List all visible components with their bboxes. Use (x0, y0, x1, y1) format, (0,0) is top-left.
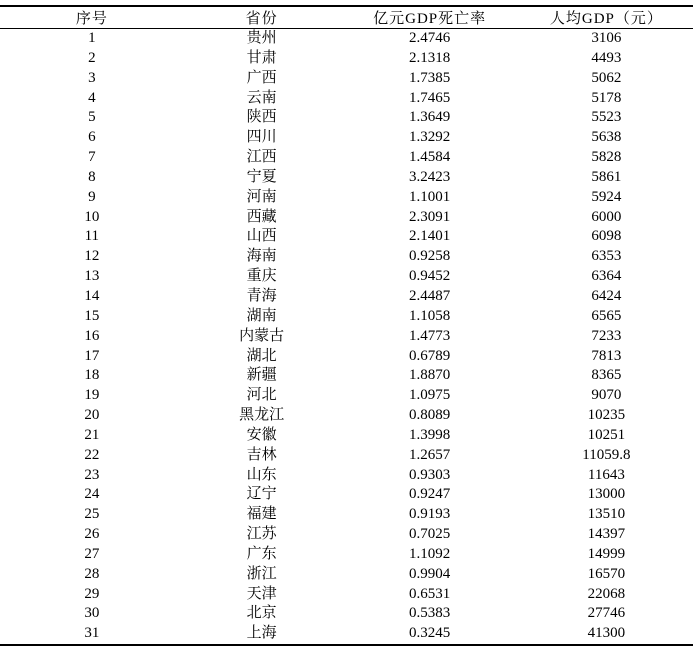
table-cell-per_capita_gdp: 41300 (587, 625, 626, 642)
table-cell-index: 12 (84, 248, 100, 265)
table-cell-per_capita_gdp: 7233 (591, 327, 622, 344)
table-cell-per_capita_gdp: 16570 (587, 565, 626, 582)
table-cell-index: 29 (84, 585, 100, 602)
table-row (0, 208, 693, 228)
table-row (0, 227, 693, 247)
table-row (0, 624, 693, 645)
table-cell-index: 21 (84, 426, 100, 443)
table-cell-per_capita_gdp: 8365 (591, 367, 622, 384)
table-cell-gdp_death_rate: 2.4746 (409, 30, 451, 46)
table-cell-province: 上海 (246, 625, 277, 642)
table-row (0, 287, 693, 307)
table-cell-per_capita_gdp: 4493 (591, 49, 622, 66)
table-cell-per_capita_gdp: 10235 (587, 407, 626, 424)
table-row (0, 148, 693, 168)
table-cell-per_capita_gdp: 3106 (591, 30, 622, 46)
table-cell-index: 15 (84, 307, 100, 324)
table-body (0, 29, 693, 646)
table-cell-index: 22 (84, 446, 100, 463)
table-cell-gdp_death_rate: 1.8870 (409, 367, 451, 384)
table-cell-gdp_death_rate: 0.8089 (409, 407, 451, 424)
table-cell-index: 9 (88, 188, 96, 205)
table-cell-gdp_death_rate: 2.4487 (409, 287, 451, 304)
table-cell-gdp_death_rate: 0.5383 (409, 605, 451, 622)
table-cell-per_capita_gdp: 5828 (591, 149, 622, 166)
table-cell-gdp_death_rate: 0.9452 (409, 268, 451, 285)
table-cell-gdp_death_rate: 1.3998 (409, 426, 451, 443)
table-cell-per_capita_gdp: 11643 (587, 466, 625, 483)
table-cell-per_capita_gdp: 5062 (591, 69, 622, 86)
table-cell-gdp_death_rate: 1.2657 (409, 446, 451, 463)
table-cell-province: 贵州 (246, 30, 277, 46)
table-cell-index: 18 (84, 367, 100, 384)
table-row (0, 585, 693, 605)
table-cell-province: 山东 (246, 466, 277, 483)
table-cell-gdp_death_rate: 1.4584 (409, 149, 451, 166)
table-cell-province: 天津 (246, 585, 277, 602)
table-cell-province: 重庆 (246, 268, 277, 285)
table-cell-per_capita_gdp: 6000 (591, 208, 622, 225)
table-row (0, 267, 693, 287)
table-cell-index: 27 (84, 545, 100, 562)
column-header-gdp-death-rate: 亿元GDP死亡率 (340, 6, 520, 29)
table-cell-gdp_death_rate: 2.1318 (409, 49, 451, 66)
table-cell-index: 24 (84, 486, 100, 503)
table-cell-per_capita_gdp: 27746 (587, 605, 626, 622)
table-row (0, 108, 693, 128)
table-cell-per_capita_gdp: 6565 (591, 307, 622, 324)
table-cell-per_capita_gdp: 10251 (587, 426, 626, 443)
table-cell-index: 5 (88, 109, 96, 126)
table-cell-index: 16 (84, 327, 100, 344)
table-header (0, 6, 693, 29)
table-cell-per_capita_gdp: 5523 (591, 109, 622, 126)
table-cell-index: 26 (84, 526, 100, 543)
table-cell-gdp_death_rate: 0.3245 (409, 625, 451, 642)
table-cell-index: 7 (88, 149, 96, 166)
table-cell-gdp_death_rate: 1.1001 (409, 188, 451, 205)
table-header-row (0, 6, 693, 29)
table-cell-province: 江西 (246, 149, 277, 166)
table-cell-index: 28 (84, 565, 100, 582)
table-cell-per_capita_gdp: 7813 (591, 347, 622, 364)
table-cell-gdp_death_rate: 0.9193 (409, 506, 451, 523)
table-row (0, 29, 693, 49)
table-cell-gdp_death_rate: 0.6789 (409, 347, 451, 364)
table-cell-index: 23 (84, 466, 100, 483)
table-cell-province: 福建 (246, 506, 277, 523)
table-row (0, 168, 693, 188)
table-cell-per_capita_gdp: 6364 (591, 268, 622, 285)
table-cell-province: 湖北 (246, 347, 277, 364)
table-row (0, 604, 693, 624)
table-cell-province: 云南 (246, 89, 277, 106)
table-cell-gdp_death_rate: 0.6531 (409, 585, 451, 602)
table-row (0, 386, 693, 406)
table-cell-index: 8 (88, 168, 96, 185)
table-cell-index: 14 (84, 287, 100, 304)
province-gdp-death-rate-table (0, 5, 693, 646)
table-cell-per_capita_gdp: 6353 (591, 248, 622, 265)
table-cell-province: 山西 (246, 228, 277, 245)
table-cell-per_capita_gdp: 13510 (587, 506, 626, 523)
table-cell-index: 31 (84, 625, 100, 642)
table-row (0, 89, 693, 109)
table-cell-per_capita_gdp: 9070 (591, 387, 622, 404)
table-cell-index: 6 (88, 129, 96, 146)
table-cell-index: 3 (88, 69, 96, 86)
table-row (0, 366, 693, 386)
table-cell-province: 北京 (246, 605, 277, 622)
table-cell-gdp_death_rate: 3.2423 (409, 168, 451, 185)
table-cell-gdp_death_rate: 1.4773 (409, 327, 451, 344)
table-cell-index: 10 (84, 208, 100, 225)
table-cell-province: 新疆 (246, 367, 277, 384)
table-cell-gdp_death_rate: 1.1092 (409, 545, 451, 562)
table-cell-gdp_death_rate: 1.3292 (409, 129, 451, 146)
table-cell-gdp_death_rate: 0.9904 (409, 565, 451, 582)
table-cell-province: 广西 (246, 69, 277, 86)
table-cell-province: 河北 (246, 387, 277, 404)
table-cell-gdp_death_rate: 1.1058 (409, 307, 451, 324)
table-row (0, 188, 693, 208)
table-cell-index: 20 (84, 407, 100, 424)
table-cell-gdp_death_rate: 0.9247 (409, 486, 451, 503)
table-cell-per_capita_gdp: 13000 (587, 486, 626, 503)
table-cell-gdp_death_rate: 0.9303 (409, 466, 451, 483)
table-cell-province: 海南 (246, 248, 277, 265)
table-cell-province: 甘肃 (246, 49, 277, 66)
table-row (0, 307, 693, 327)
table-cell-gdp_death_rate: 1.0975 (409, 387, 451, 404)
table-row (0, 565, 693, 585)
table-cell-province: 浙江 (246, 565, 277, 582)
table-cell-gdp_death_rate: 1.7465 (409, 89, 451, 106)
table-cell-province: 河南 (246, 188, 277, 205)
table-cell-province: 西藏 (246, 208, 277, 225)
column-header-per-capita-gdp: 人均GDP（元） (520, 6, 693, 29)
table-cell-per_capita_gdp: 11059.8 (582, 446, 631, 463)
table-cell-per_capita_gdp: 5924 (591, 188, 622, 205)
table-cell-province: 陕西 (246, 109, 277, 126)
table-row (0, 128, 693, 148)
table-cell-index: 25 (84, 506, 100, 523)
table-row (0, 505, 693, 525)
table-row (0, 426, 693, 446)
table-cell-index: 17 (84, 347, 100, 364)
table-cell-per_capita_gdp: 5638 (591, 129, 622, 146)
table-row (0, 466, 693, 486)
table-cell-index: 30 (84, 605, 100, 622)
table-cell-per_capita_gdp: 5178 (591, 89, 622, 106)
table-cell-per_capita_gdp: 6424 (591, 287, 622, 304)
table-cell-gdp_death_rate: 0.9258 (409, 248, 451, 265)
table-cell-province: 青海 (246, 287, 277, 304)
column-header-index: 序号 (0, 6, 184, 29)
table-cell-index: 4 (88, 89, 96, 106)
table-cell-province: 安徽 (246, 426, 277, 443)
column-header-province: 省份 (184, 6, 340, 29)
table-cell-per_capita_gdp: 5861 (591, 168, 622, 185)
table-cell-province: 广东 (246, 545, 277, 562)
table-cell-per_capita_gdp: 22068 (587, 585, 626, 602)
table-cell-province: 宁夏 (246, 168, 277, 185)
table-cell-per_capita_gdp: 14999 (587, 545, 626, 562)
table-cell-gdp_death_rate: 0.7025 (409, 526, 451, 543)
table-cell-index: 13 (84, 268, 100, 285)
table-cell-index: 11 (84, 228, 100, 245)
table-cell-gdp_death_rate: 1.3649 (409, 109, 451, 126)
table-row (0, 247, 693, 267)
table-cell-province: 黑龙江 (239, 407, 285, 424)
table-row (0, 446, 693, 466)
table-row (0, 327, 693, 347)
table-cell-gdp_death_rate: 2.3091 (409, 208, 451, 225)
table-cell-province: 内蒙古 (239, 327, 285, 344)
table-row (0, 49, 693, 69)
table-cell-gdp_death_rate: 1.7385 (409, 69, 451, 86)
table-row (0, 347, 693, 367)
table-row (0, 545, 693, 565)
table-cell-index: 2 (88, 49, 96, 66)
table-cell-index: 19 (84, 387, 100, 404)
table-cell-province: 吉林 (246, 446, 277, 463)
table-cell-province: 辽宁 (246, 486, 277, 503)
table-row (0, 525, 693, 545)
table-row (0, 69, 693, 89)
table-cell-gdp_death_rate: 2.1401 (409, 228, 451, 245)
table-row (0, 406, 693, 426)
table-cell-index: 1 (88, 30, 96, 46)
table-cell-province: 四川 (246, 129, 277, 146)
table-cell-province: 江苏 (246, 526, 277, 543)
table-cell-province: 湖南 (246, 307, 277, 324)
table-cell-per_capita_gdp: 6098 (591, 228, 622, 245)
table-cell-per_capita_gdp: 14397 (587, 526, 626, 543)
table-row (0, 485, 693, 505)
